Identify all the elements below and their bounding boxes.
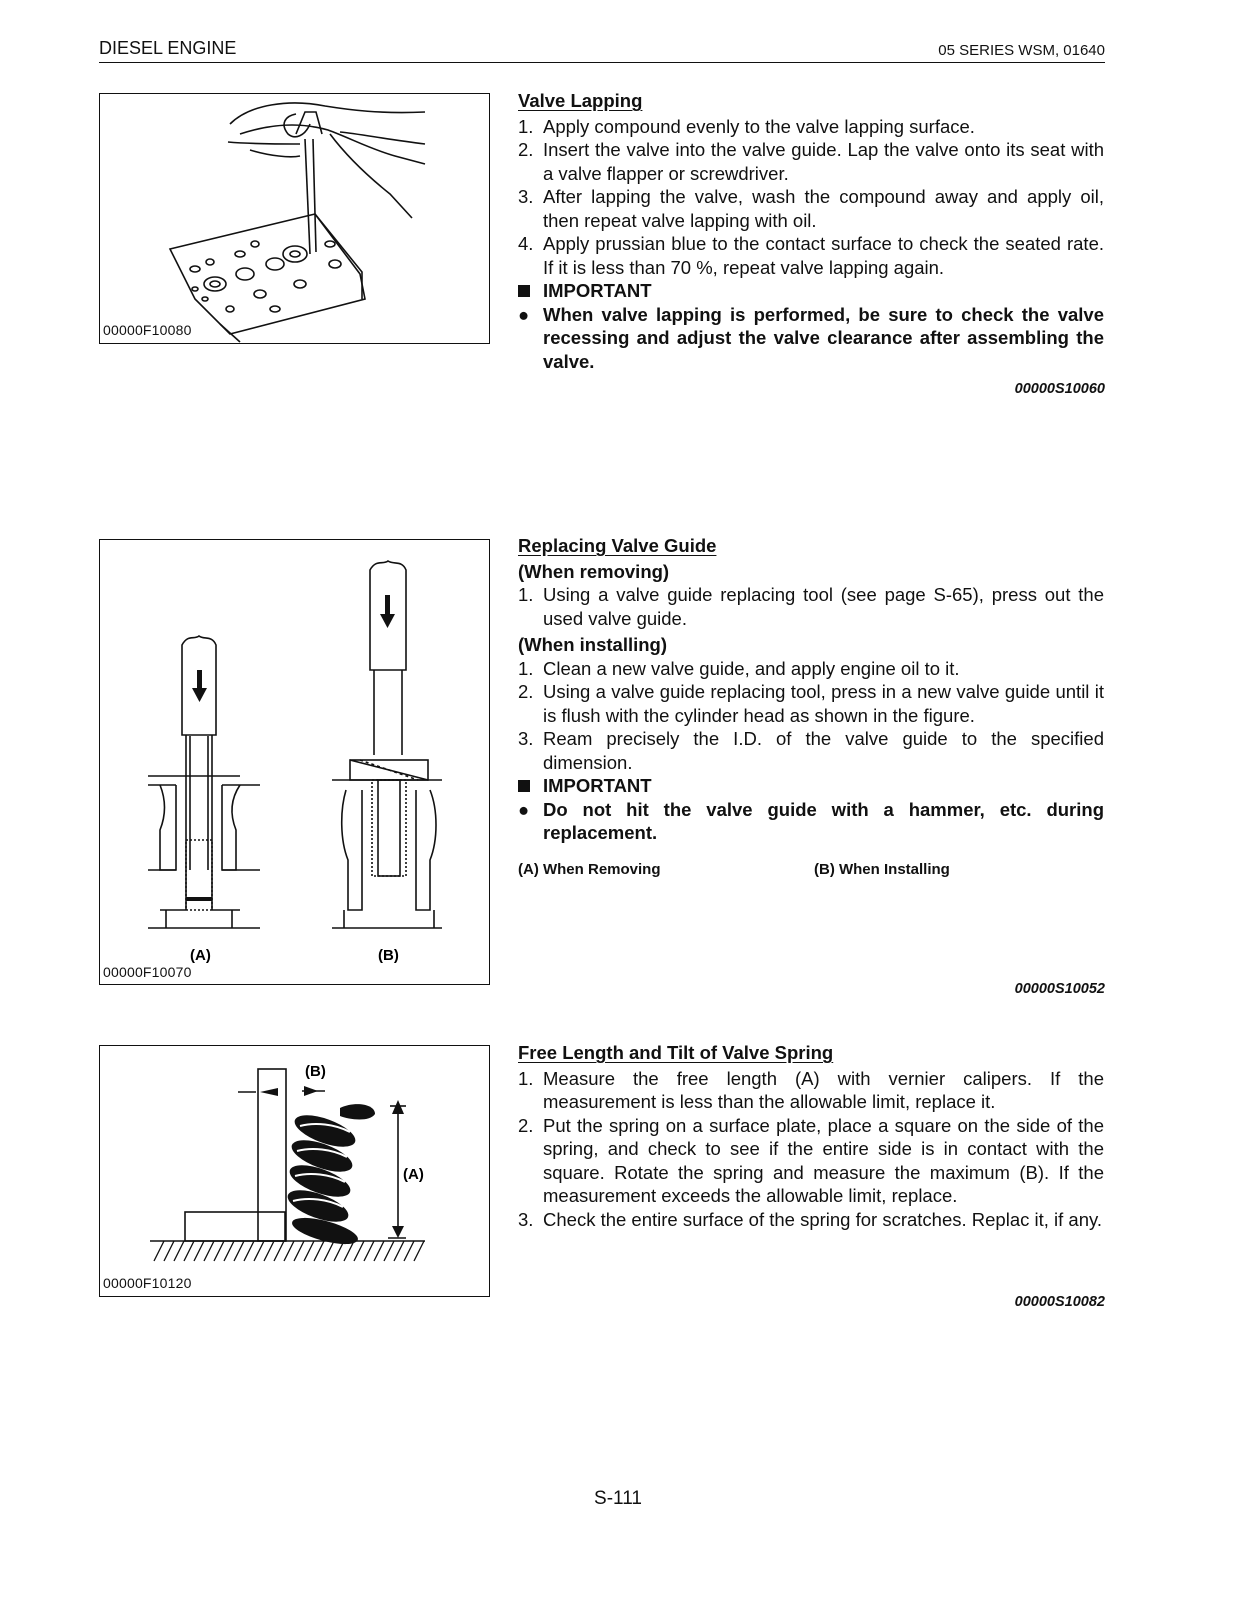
- section-valve-guide: [518, 534, 1104, 881]
- valve-spring-illustration: [100, 1046, 489, 1296]
- important-heading: IMPORTANT: [518, 774, 1104, 798]
- figure-valve-guide: [99, 539, 490, 985]
- label-b: (B): [378, 947, 399, 964]
- legend-b: (B) When Installing: [814, 860, 950, 878]
- label-a: (A): [190, 947, 211, 964]
- list-item: 3. Ream precisely the I.D. of the valve guide to the specified dimension.: [518, 728, 1104, 773]
- figure-id: 00000F10070: [103, 964, 192, 980]
- valve-guide-illustration: [100, 540, 489, 984]
- bullet-icon: ●: [518, 798, 530, 820]
- important-note: ● When valve lapping is performed, be sure to check the valve recessing and adjust the valve clearance after assembling the valve.: [518, 303, 1104, 372]
- subheading-installing: (When installing): [518, 634, 668, 655]
- label-b: (B): [305, 1063, 326, 1080]
- legend-a: (A) When Removing: [518, 860, 661, 878]
- figure-legend: [518, 858, 1104, 882]
- section-valve-spring: [518, 1041, 1104, 1231]
- figure-valve-lapping: [99, 93, 490, 344]
- list-item: 2. Put the spring on a surface plate, place a square on the side of the spring, and check to see if the entire side is in contact with the square. Rotate the spring and measure the maximum (B). If the measurement exceeds the allowable limit, replace.: [518, 1114, 1104, 1206]
- header-series: 05 SERIES WSM, 01640: [938, 42, 1105, 59]
- label-a: (A): [403, 1166, 424, 1183]
- section-valve-lapping: [518, 89, 1104, 373]
- subheading-removing: (When removing): [518, 560, 670, 582]
- list-item: 4. Apply prussian blue to the contact surface to check the seated rate. If it is less than 70 %, repeat valve lapping again.: [518, 233, 1104, 278]
- section-title: Replacing Valve Guide: [518, 535, 717, 556]
- section-code: 00000S10060: [1014, 381, 1105, 397]
- list-item: 3. After lapping the valve, wash the compound away and apply oil, then repeat valve lapping with oil.: [518, 186, 1104, 231]
- list-item: 1. Apply compound evenly to the valve lapping surface.: [518, 115, 975, 137]
- figure-id: 00000F10120: [103, 1275, 192, 1291]
- section-title: Valve Lapping: [518, 90, 643, 111]
- important-note: ● Do not hit the valve guide with a hammer, etc. during replacement.: [518, 798, 1104, 843]
- square-bullet-icon: [518, 285, 530, 297]
- list-item: 1. Using a valve guide replacing tool (see page S-65), press out the used valve guide.: [518, 584, 1104, 629]
- list-item: 3. Check the entire surface of the spring for scratches. Replac it, if any.: [518, 1208, 1103, 1230]
- header-rule: [99, 62, 1105, 63]
- important-heading: IMPORTANT: [518, 279, 1104, 303]
- figure-valve-spring: [99, 1045, 490, 1297]
- valve-lapping-illustration: [100, 94, 489, 343]
- section-code: 00000S10082: [1014, 1294, 1105, 1310]
- bullet-icon: ●: [518, 303, 530, 325]
- header-title: DIESEL ENGINE: [99, 38, 237, 58]
- section-code: 00000S10052: [1014, 981, 1105, 997]
- list-item: 1. Measure the free length (A) with vernier calipers. If the measurement is less than the allowable limit, replace it.: [518, 1067, 1104, 1112]
- list-item: 2. Using a valve guide replacing tool, press in a new valve guide until it is flush with the cylinder head as shown in the figure.: [518, 681, 1104, 726]
- list-item: 2. Insert the valve into the valve guide. Lap the valve onto its seat with a valve flapper or screwdriver.: [518, 139, 1104, 184]
- square-bullet-icon: [518, 780, 530, 792]
- figure-id: 00000F10080: [103, 322, 192, 338]
- list-item: 1. Clean a new valve guide, and apply engine oil to it.: [518, 657, 960, 679]
- page-number: S-111: [594, 1488, 642, 1509]
- section-title: Free Length and Tilt of Valve Spring: [518, 1042, 834, 1063]
